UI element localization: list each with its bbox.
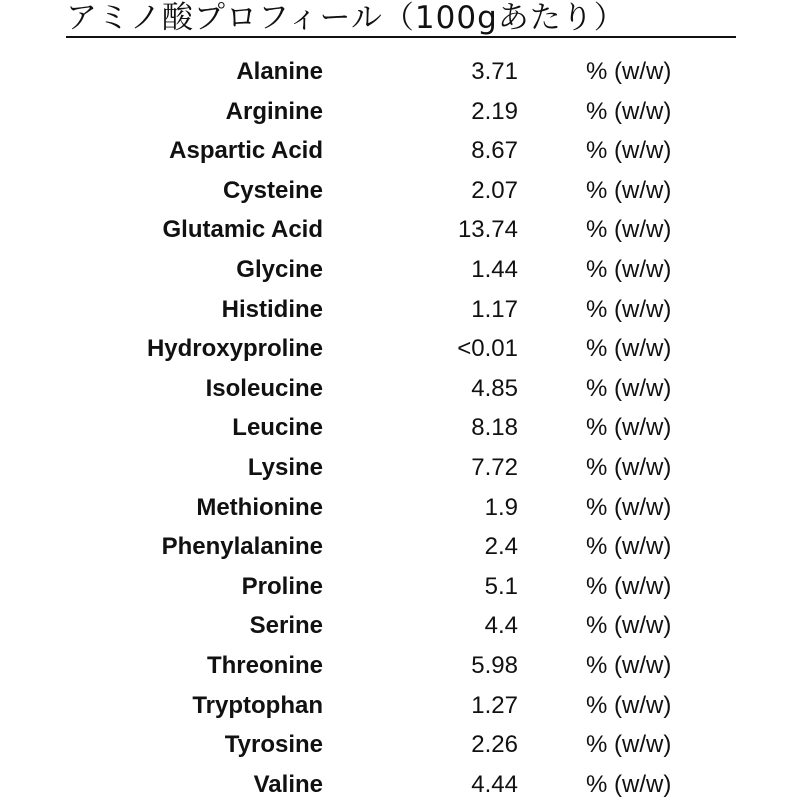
table-row: [0, 131, 800, 171]
amino-acid-unit: % (w/w): [586, 137, 672, 165]
amino-acid-name: Isoleucine: [205, 374, 323, 402]
table-row: [0, 725, 800, 765]
amino-acid-unit: % (w/w): [586, 255, 672, 283]
amino-acid-name: Phenylalanine: [161, 533, 323, 561]
table-row: [0, 765, 800, 804]
page-title: アミノ酸プロフィール（100gあたり）: [66, 0, 626, 36]
amino-acid-table: [0, 52, 800, 804]
table-row: [0, 171, 800, 211]
table-row: [0, 527, 800, 567]
table-row: [0, 92, 800, 132]
amino-acid-name: Serine: [249, 612, 323, 640]
amino-acid-name: Glycine: [236, 255, 323, 283]
table-row: [0, 52, 800, 92]
table-row: [0, 329, 800, 369]
table-row: [0, 606, 800, 646]
table-row: [0, 210, 800, 250]
amino-acid-name: Lysine: [247, 453, 323, 481]
amino-acid-value: 8.67: [471, 137, 518, 165]
amino-acid-name: Valine: [253, 770, 323, 798]
amino-acid-value: 2.4: [484, 533, 518, 561]
amino-acid-unit: % (w/w): [586, 295, 672, 323]
amino-acid-value: 4.85: [471, 374, 518, 402]
amino-acid-value: 2.19: [471, 97, 518, 125]
table-row: [0, 290, 800, 330]
amino-acid-value: 5.98: [471, 651, 518, 679]
amino-acid-name: Alanine: [236, 58, 323, 85]
amino-acid-unit: % (w/w): [586, 453, 672, 481]
amino-acid-name: Hydroxyproline: [146, 335, 323, 363]
table-row: [0, 646, 800, 686]
amino-acid-value: 1.44: [471, 255, 518, 283]
amino-acid-name: Glutamic Acid: [162, 216, 323, 244]
amino-acid-unit: % (w/w): [586, 216, 672, 244]
amino-acid-name: Tryptophan: [192, 691, 323, 719]
amino-acid-unit: % (w/w): [586, 414, 672, 442]
amino-acid-unit: % (w/w): [586, 533, 672, 561]
table-row: [0, 369, 800, 409]
amino-acid-unit: % (w/w): [586, 335, 672, 363]
amino-acid-value: 4.44: [471, 770, 518, 798]
amino-acid-unit: % (w/w): [586, 731, 672, 759]
amino-acid-value: 5.1: [484, 572, 518, 600]
amino-acid-name: Proline: [241, 572, 323, 600]
amino-acid-unit: % (w/w): [586, 691, 672, 719]
amino-acid-unit: % (w/w): [586, 176, 672, 204]
table-row: [0, 686, 800, 726]
amino-acid-unit: % (w/w): [586, 97, 672, 125]
amino-acid-value: 7.72: [471, 453, 518, 481]
amino-acid-unit: % (w/w): [586, 58, 672, 85]
amino-acid-unit: % (w/w): [586, 374, 672, 402]
table-row: [0, 448, 800, 488]
table-row: [0, 488, 800, 528]
amino-acid-unit: % (w/w): [586, 572, 672, 600]
title-underline: [66, 36, 736, 38]
amino-acid-name: Threonine: [206, 651, 323, 679]
amino-acid-value: 2.07: [471, 176, 518, 204]
table-row: [0, 567, 800, 607]
amino-acid-unit: % (w/w): [586, 651, 672, 679]
amino-acid-name: Leucine: [232, 414, 323, 442]
amino-acid-value: 3.71: [471, 58, 518, 85]
amino-acid-name: Methionine: [196, 493, 323, 521]
amino-acid-value: 1.27: [471, 691, 518, 719]
amino-acid-name: Tyrosine: [224, 731, 323, 759]
amino-acid-name: Arginine: [225, 97, 323, 125]
table-row: [0, 408, 800, 448]
amino-acid-value: 4.4: [484, 612, 518, 640]
amino-acid-name: Aspartic Acid: [169, 137, 323, 165]
amino-acid-name: Histidine: [221, 295, 323, 323]
amino-acid-value: 1.17: [471, 295, 518, 323]
amino-acid-unit: % (w/w): [586, 612, 672, 640]
amino-acid-name: Cysteine: [222, 176, 323, 204]
amino-acid-value: 1.9: [484, 493, 518, 521]
amino-acid-value: <0.01: [457, 335, 518, 363]
amino-acid-unit: % (w/w): [586, 493, 672, 521]
amino-acid-unit: % (w/w): [586, 770, 672, 798]
amino-acid-value: 8.18: [471, 414, 518, 442]
amino-acid-value: 13.74: [457, 216, 518, 244]
table-row: [0, 250, 800, 290]
amino-acid-value: 2.26: [471, 731, 518, 759]
